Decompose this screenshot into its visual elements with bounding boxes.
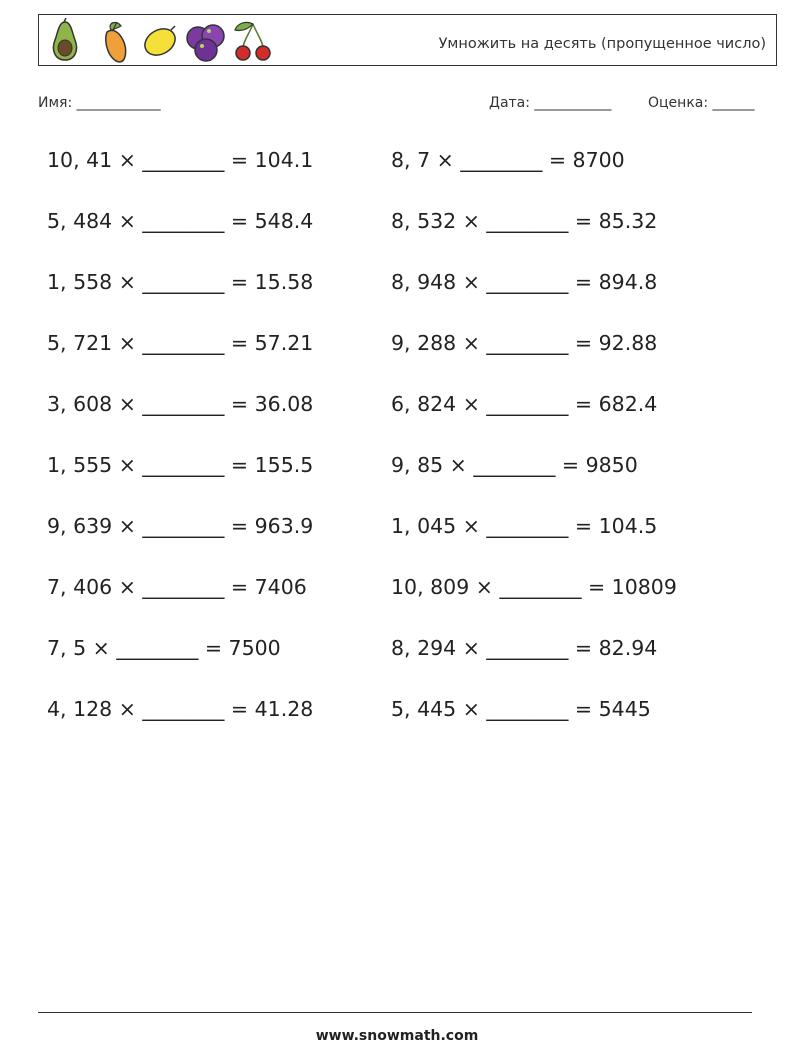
problem-right-9: 8, 294 × ________ = 82.94	[391, 636, 658, 660]
problem-right-8: 10, 809 × ________ = 10809	[391, 575, 677, 599]
name-field: Имя: ____________	[38, 95, 161, 111]
problem-right-7: 1, 045 × ________ = 104.5	[391, 514, 658, 538]
worksheet-header	[38, 14, 777, 66]
footer-divider	[38, 1012, 752, 1013]
problem-left-4: 5, 721 × ________ = 57.21	[47, 331, 314, 355]
problem-right-1: 8, 7 × ________ = 8700	[391, 148, 625, 172]
problem-left-7: 9, 639 × ________ = 963.9	[47, 514, 314, 538]
plum-icon	[185, 18, 227, 64]
problem-left-9: 7, 5 × ________ = 7500	[47, 636, 281, 660]
date-field: Дата: ___________	[489, 95, 612, 111]
footer-url[interactable]: www.snowmath.com	[315, 1028, 479, 1044]
problem-right-5: 6, 824 × ________ = 682.4	[391, 392, 658, 416]
problem-right-4: 9, 288 × ________ = 92.88	[391, 331, 658, 355]
grade-field: Оценка: ______	[648, 95, 755, 111]
problem-right-10: 5, 445 × ________ = 5445	[391, 697, 651, 721]
avocado-icon	[49, 18, 81, 64]
lemon-icon	[141, 18, 179, 64]
problem-right-2: 8, 532 × ________ = 85.32	[391, 209, 658, 233]
worksheet-title: Умножить на десять (пропущенное число)	[438, 36, 766, 52]
problem-left-6: 1, 555 × ________ = 155.5	[47, 453, 314, 477]
problem-left-3: 1, 558 × ________ = 15.58	[47, 270, 314, 294]
problem-right-3: 8, 948 × ________ = 894.8	[391, 270, 658, 294]
problem-left-2: 5, 484 × ________ = 548.4	[47, 209, 314, 233]
problem-right-6: 9, 85 × ________ = 9850	[391, 453, 638, 477]
problem-left-1: 10, 41 × ________ = 104.1	[47, 148, 314, 172]
problem-left-8: 7, 406 × ________ = 7406	[47, 575, 307, 599]
cherry-icon	[231, 18, 275, 64]
mango-icon	[99, 18, 131, 64]
problem-left-5: 3, 608 × ________ = 36.08	[47, 392, 314, 416]
problem-left-10: 4, 128 × ________ = 41.28	[47, 697, 314, 721]
